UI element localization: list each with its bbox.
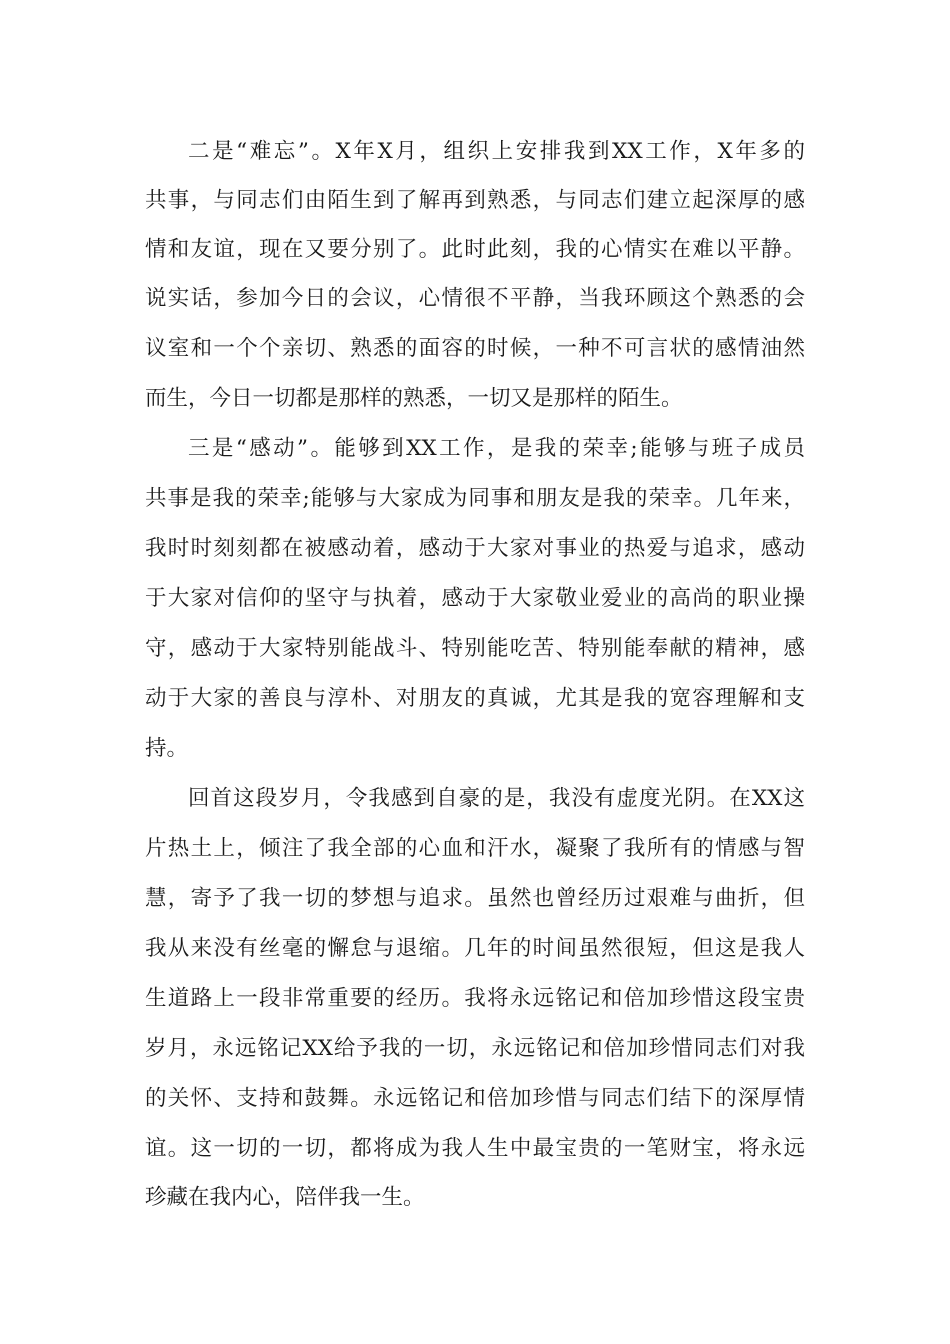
paragraph-line: 守，感动于大家特别能战斗、特别能吃苦、特别能奉献的精神，感 bbox=[145, 636, 805, 661]
paragraph-line: 我时时刻刻都在被感动着，感动于大家对事业的热爱与追求，感动 bbox=[145, 536, 805, 561]
paragraph-line: 三是“感动”。能够到XX工作，是我的荣幸;能够与班子成员 bbox=[188, 436, 805, 461]
paragraph-line: 持。 bbox=[145, 736, 189, 761]
paragraph-line: 慧，寄予了我一切的梦想与追求。虽然也曾经历过艰难与曲折，但 bbox=[145, 886, 805, 911]
paragraph-line: 珍藏在我内心，陪伴我一生。 bbox=[145, 1185, 425, 1210]
paragraph-line: 共事，与同志们由陌生到了解再到熟悉，与同志们建立起深厚的感 bbox=[145, 188, 805, 213]
paragraph-line: 谊。这一切的一切，都将成为我人生中最宝贵的一笔财宝，将永远 bbox=[145, 1136, 805, 1161]
paragraph-line: 议室和一个个亲切、熟悉的面容的时候，一种不可言状的感情油然 bbox=[145, 336, 805, 361]
paragraph-line: 情和友谊，现在又要分别了。此时此刻，我的心情实在难以平静。 bbox=[145, 237, 805, 262]
paragraph-line: 说实话，参加今日的会议，心情很不平静，当我环顾这个熟悉的会 bbox=[145, 286, 805, 311]
paragraph-line: 于大家对信仰的坚守与执着，感动于大家敬业爱业的高尚的职业操 bbox=[145, 586, 805, 611]
paragraph-line: 而生，今日一切都是那样的熟悉，一切又是那样的陌生。 bbox=[145, 386, 683, 411]
paragraph-line: 动于大家的善良与淳朴、对朋友的真诚，尤其是我的宽容理解和支 bbox=[145, 686, 805, 711]
paragraph-line: 生道路上一段非常重要的经历。我将永远铭记和倍加珍惜这段宝贵 bbox=[145, 986, 805, 1011]
paragraph-line: 回首这段岁月，令我感到自豪的是，我没有虚度光阴。在XX这 bbox=[188, 786, 805, 811]
paragraph-line: 岁月，永远铭记XX给予我的一切，永远铭记和倍加珍惜同志们对我 bbox=[145, 1036, 805, 1061]
paragraph-line: 我从来没有丝毫的懈怠与退缩。几年的时间虽然很短，但这是我人 bbox=[145, 936, 805, 961]
paragraph-line: 片热土上，倾注了我全部的心血和汗水，凝聚了我所有的情感与智 bbox=[145, 836, 805, 861]
paragraph-line: 二是“难忘”。X年X月，组织上安排我到XX工作，X年多的 bbox=[188, 139, 805, 164]
paragraph-line: 共事是我的荣幸;能够与大家成为同事和朋友是我的荣幸。几年来， bbox=[145, 486, 805, 511]
paragraph-line: 的关怀、支持和鼓舞。永远铭记和倍加珍惜与同志们结下的深厚情 bbox=[145, 1086, 805, 1111]
